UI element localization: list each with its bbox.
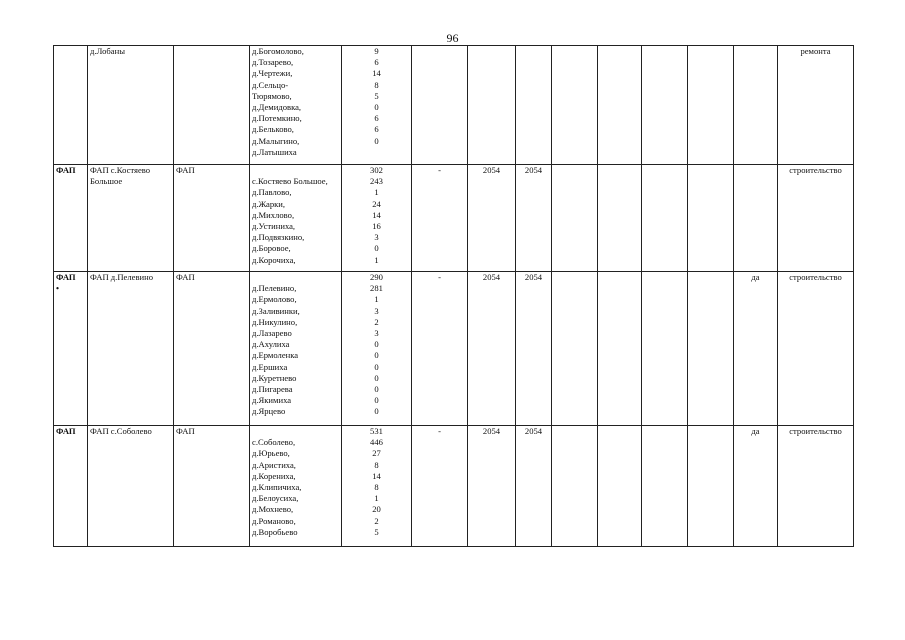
year1-cell	[468, 426, 516, 547]
empty-cell	[552, 426, 598, 547]
population-value: 16	[372, 220, 381, 231]
population-value: 20	[372, 504, 381, 515]
facility-kind-cell	[174, 165, 250, 272]
population-value: 446	[370, 437, 383, 448]
population-value: 0	[374, 339, 379, 350]
empty-cell	[642, 426, 688, 547]
settlement-name: д.Мохнево,	[252, 504, 294, 515]
facility-type: ФАП	[56, 426, 76, 436]
population-value: 0	[374, 243, 379, 254]
facility-name: ФАП д.Пелевино	[90, 272, 154, 282]
population-value: 0	[374, 406, 379, 417]
settlement-name: д.Клипичиха,	[252, 481, 302, 492]
year2-cell	[516, 46, 552, 165]
empty-cell	[598, 46, 642, 165]
action-value: строительство	[789, 426, 842, 436]
population-value: 6	[374, 124, 379, 135]
table-row	[54, 165, 854, 272]
facility-name-cell	[88, 46, 174, 165]
dash-cell	[412, 272, 468, 426]
settlement-name: д.Подвязкино,	[252, 232, 305, 243]
population-value: 8	[374, 459, 379, 470]
settlement-name: д.Чертежи,	[252, 68, 293, 79]
settlement-name: д.Корениха,	[252, 470, 296, 481]
settlements-cell	[250, 165, 342, 272]
year1-cell	[468, 272, 516, 426]
settlement-name: д.Потемкино,	[252, 113, 302, 124]
facility-type	[56, 46, 85, 57]
settlement-name: д.Корочиха,	[252, 254, 296, 265]
population-value: 243	[370, 176, 383, 187]
facility-type-mark: •	[56, 283, 60, 294]
settlement-name: д.Романово,	[252, 515, 296, 526]
population-value: 1	[374, 493, 379, 504]
population-value: 531	[370, 426, 383, 436]
year1-value	[470, 46, 513, 57]
population-value: 3	[374, 232, 379, 243]
population-value: 8	[374, 79, 379, 90]
settlement-name: д.Юрьево,	[252, 448, 290, 459]
table-row	[54, 272, 854, 426]
settlement-name: д.Якимиха	[252, 395, 292, 406]
population-value: 0	[374, 135, 379, 146]
settlement-name: д.Пигарева	[252, 383, 293, 394]
facility-kind: ФАП	[176, 165, 195, 175]
settlement-name: д.Ахулиха	[252, 339, 290, 350]
population-value: 0	[374, 361, 379, 372]
year2-cell	[516, 272, 552, 426]
population-value: 6	[374, 113, 379, 124]
flag-cell	[734, 272, 778, 426]
flag-value: да	[751, 426, 760, 436]
population-value	[344, 147, 409, 158]
settlement-name: д.Лазарево	[252, 327, 292, 338]
settlement-name: д.Малыгино,	[252, 135, 300, 146]
settlement-name: д.Аристиха,	[252, 459, 296, 470]
populations-cell	[342, 426, 412, 547]
settlement-name	[252, 165, 339, 176]
settlement-name: д.Боровое,	[252, 243, 291, 254]
facility-name-cell	[88, 272, 174, 426]
facility-name-cont: Большое	[90, 176, 123, 187]
empty-cell	[688, 165, 734, 272]
year2-value	[518, 46, 549, 57]
empty-cell	[688, 46, 734, 165]
dash-cell	[412, 165, 468, 272]
year1-cell	[468, 165, 516, 272]
population-value: 5	[374, 90, 379, 101]
settlement-name: д.Бельково,	[252, 124, 294, 135]
action-cell	[778, 272, 854, 426]
action-value: строительство	[789, 272, 842, 282]
empty-cell	[642, 46, 688, 165]
flag-value: да	[751, 272, 760, 282]
settlement-name: д.Куретнево	[252, 372, 297, 383]
settlement-name: д.Ершиха	[252, 361, 288, 372]
settlement-name: д.Латышиха	[252, 146, 297, 157]
populations-cell	[342, 165, 412, 272]
settlement-name	[252, 426, 339, 437]
settlement-name: д.Ермолово,	[252, 294, 297, 305]
settlement-name: д.Белоусиха,	[252, 493, 299, 504]
population-value: 14	[372, 209, 381, 220]
flag-cell	[734, 46, 778, 165]
dash-cell	[412, 426, 468, 547]
settlement-name: д.Сельцо-	[252, 79, 289, 90]
facilities-table	[53, 45, 854, 547]
empty-cell	[688, 272, 734, 426]
dash-value: -	[438, 165, 441, 175]
action-cell	[778, 46, 854, 165]
settlement-name: с.Соболево,	[252, 437, 296, 448]
populations-cell	[342, 272, 412, 426]
dash-value: -	[438, 272, 441, 282]
settlement-name: д.Демидовка,	[252, 101, 302, 112]
action-value: ремонта	[800, 46, 831, 56]
settlement-name: д.Богомолово,	[252, 46, 304, 56]
population-value: 2	[374, 515, 379, 526]
settlement-name: Тюрямово,	[252, 90, 292, 101]
facility-name: ФАП с.Костяево	[90, 165, 151, 175]
population-value: 9	[374, 46, 379, 56]
settlements-cell	[250, 272, 342, 426]
population-value: 0	[374, 395, 379, 406]
population-value: 6	[374, 57, 379, 68]
year1-value: 2054	[482, 165, 501, 175]
page-number: 96	[446, 31, 459, 45]
facility-name-cell	[88, 165, 174, 272]
facility-type: ФАП	[56, 165, 76, 175]
year1-value: 2054	[482, 272, 501, 282]
facility-name-cell	[88, 426, 174, 547]
facility-type-cell	[54, 426, 88, 547]
flag-cell	[734, 426, 778, 547]
population-value: 1	[374, 187, 379, 198]
population-value: 14	[372, 68, 381, 79]
settlement-name: д.Ярцево	[252, 406, 286, 417]
year2-cell	[516, 165, 552, 272]
population-value: 0	[374, 372, 379, 383]
settlement-name: с.Костяево Большое,	[252, 176, 328, 187]
facility-type-cell	[54, 165, 88, 272]
facility-type-cell	[54, 46, 88, 165]
action-cell	[778, 426, 854, 547]
year1-cell	[468, 46, 516, 165]
population-value: 3	[374, 327, 379, 338]
facility-kind-cell	[174, 426, 250, 547]
settlement-name: д.Воробьево	[252, 526, 298, 537]
settlement-name: д.Пелевино,	[252, 283, 297, 294]
facility-type: ФАП	[56, 272, 76, 282]
table-row	[54, 426, 854, 547]
populations-cell	[342, 46, 412, 165]
empty-cell	[598, 426, 642, 547]
settlement-name: д.Павлово,	[252, 187, 292, 198]
facility-name: д.Лобаны	[90, 46, 125, 56]
population-value: 24	[372, 198, 381, 209]
table-row	[54, 46, 854, 165]
population-value: 290	[370, 272, 383, 282]
population-value: 5	[374, 526, 379, 537]
settlement-name: д.Тозарево,	[252, 57, 294, 68]
facility-name: ФАП с.Соболево	[90, 426, 152, 436]
dash-value: -	[438, 426, 441, 436]
settlement-name: д.Михлово,	[252, 209, 295, 220]
flag-cell	[734, 165, 778, 272]
settlements-cell	[250, 426, 342, 547]
settlement-name: д.Устиниха,	[252, 220, 296, 231]
population-value: 1	[374, 254, 379, 265]
flag-value	[736, 165, 775, 176]
year2-value: 2054	[524, 165, 543, 175]
population-value: 27	[372, 448, 381, 459]
population-value: 8	[374, 481, 379, 492]
facility-kind	[176, 46, 247, 57]
population-value: 0	[374, 101, 379, 112]
settlement-name: д.Никулино,	[252, 316, 298, 327]
settlement-name: д.Ермоленка	[252, 350, 299, 361]
population-value: 2	[374, 316, 379, 327]
population-value: 0	[374, 383, 379, 394]
empty-cell	[552, 46, 598, 165]
facility-kind: ФАП	[176, 426, 195, 436]
year2-value: 2054	[524, 272, 543, 282]
facility-kind-cell	[174, 272, 250, 426]
settlements-cell	[250, 46, 342, 165]
population-value: 281	[370, 283, 383, 294]
empty-cell	[642, 165, 688, 272]
year2-value: 2054	[524, 426, 543, 436]
dash-value	[414, 46, 465, 57]
population-value: 3	[374, 305, 379, 316]
facility-kind: ФАП	[176, 272, 195, 282]
year1-value: 2054	[482, 426, 501, 436]
empty-cell	[552, 272, 598, 426]
flag-value	[736, 46, 775, 57]
action-cell	[778, 165, 854, 272]
empty-cell	[598, 165, 642, 272]
empty-cell	[688, 426, 734, 547]
settlement-name: д.Жарки,	[252, 198, 286, 209]
settlement-name: д.Заливинки,	[252, 305, 300, 316]
year2-cell	[516, 426, 552, 547]
population-value: 0	[374, 350, 379, 361]
settlement-name	[252, 272, 339, 283]
facility-type-cell	[54, 272, 88, 426]
empty-cell	[552, 165, 598, 272]
facility-kind-cell	[174, 46, 250, 165]
action-value: строительство	[789, 165, 842, 175]
population-value: 302	[370, 165, 383, 175]
empty-cell	[598, 272, 642, 426]
population-value: 14	[372, 470, 381, 481]
dash-cell	[412, 46, 468, 165]
empty-cell	[642, 272, 688, 426]
population-value: 1	[374, 294, 379, 305]
